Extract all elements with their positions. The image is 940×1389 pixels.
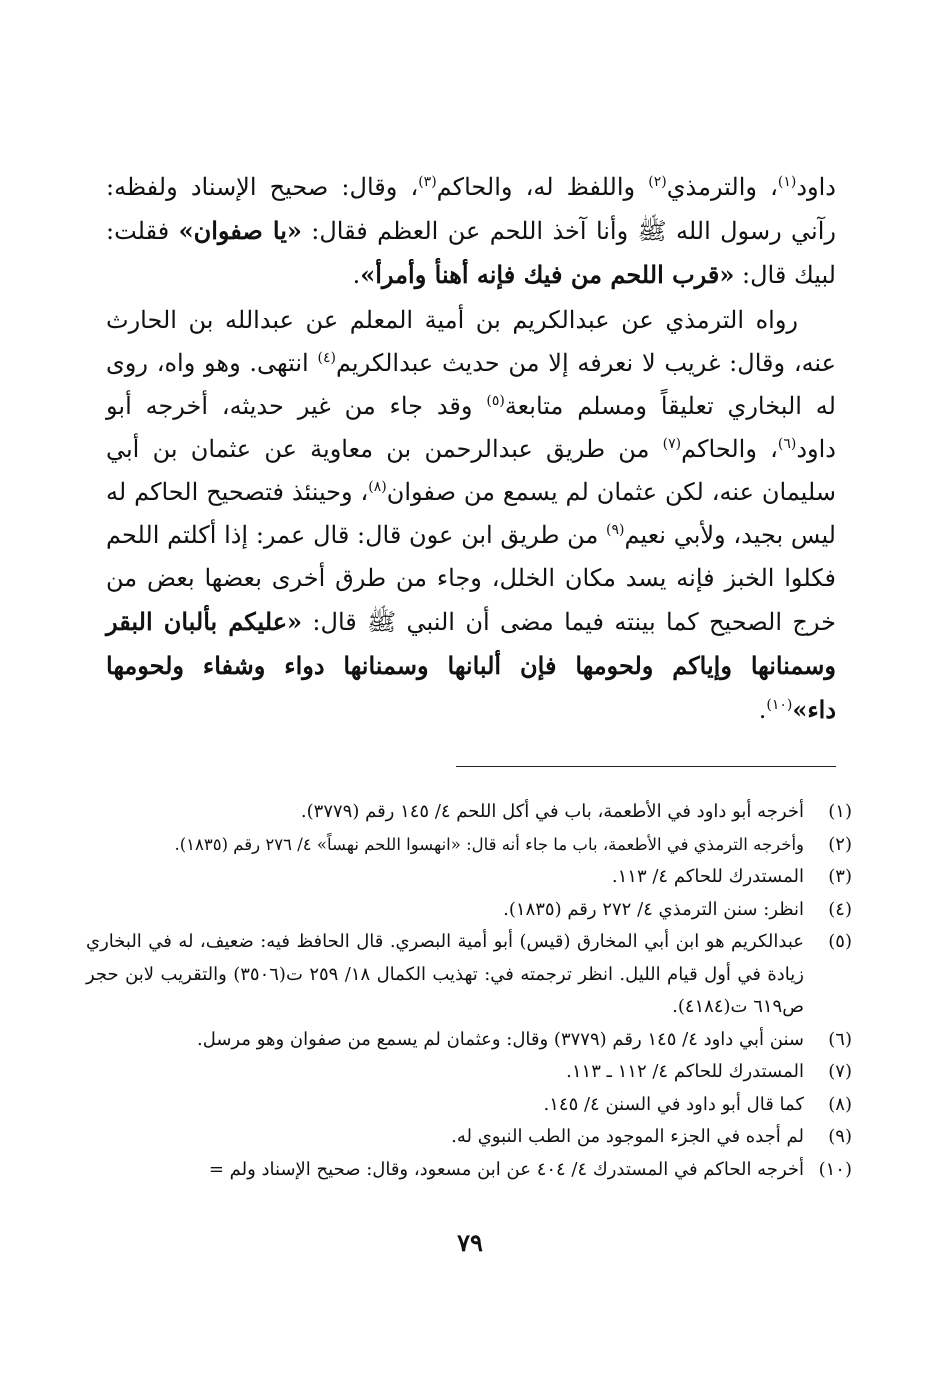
footnote-number: (٩) — [828, 1126, 852, 1147]
footnote-number: (٦) — [828, 1028, 852, 1050]
footnote-number: (١) — [828, 801, 852, 822]
text-run: . — [352, 261, 361, 289]
footnote — [86, 894, 852, 927]
hadith-quote: «قرب اللحم من فيك فإنه أهنأ وأمرأ» — [360, 260, 735, 289]
footnote — [86, 1024, 852, 1057]
footnote-text: المستدرك للحاكم ٤/ ١١٢ ـ ١١٣. — [566, 1061, 804, 1082]
paragraph-1 — [106, 166, 836, 297]
footnote-ref: (٤) — [317, 350, 336, 366]
footnote-text: أخرجه أبو داود في الأطعمة، باب في أكل اللحم ٤/ ١٤٥ رقم (٣٧٧٩). — [300, 801, 804, 822]
footnote — [86, 796, 852, 829]
footnote-separator — [456, 766, 836, 767]
footnote-text: المستدرك للحاكم ٤/ ١١٣. — [611, 866, 804, 887]
footnote-ref: (١٠) — [766, 697, 793, 713]
hadith-quote: «عليكم بألبان البقر وسمنانها وإياكم ولحومها فإن ألبانها وسمنانها دواء وشفاء ولحومها داء» — [106, 607, 836, 724]
footnote — [86, 1089, 852, 1122]
footnote-number: (٥) — [828, 931, 852, 952]
footnote-ref: (٧) — [662, 436, 682, 452]
text-run: ، والحاكم — [681, 435, 778, 463]
footnote-text: سنن أبي داود ٤/ ١٤٥ رقم (٣٧٧٩) وقال: وعثمان لم يسمع من صفوان وهو مرسل. — [197, 1028, 804, 1050]
footnote-text: عبدالكريم هو ابن أبي المخارق (قيس) أبو أمية البصري. قال الحافظ فيه: ضعيف، له في البخاري زيادة في أول قيام الليل. انظر ترجمته في: تهذيب الكمال ١٨/ ٢٥٩ ت(٣٥٠٦) والتقريب لابن حجر ص٦١٩ ت(٤١٨٤). — [86, 931, 804, 1017]
footnote-number: (١٠) — [818, 1158, 852, 1180]
footnote-ref: (١) — [777, 174, 797, 190]
footnote — [86, 1056, 852, 1089]
text-run: ، وقال: صحيح الإسناد ولفظه: رآني رسول الله ﷺ وأنا آخذ اللحم عن العظم فقال: — [106, 173, 836, 245]
footnote — [86, 1154, 852, 1187]
footnote-number: (٧) — [828, 1061, 852, 1082]
footnote-text: وأخرجه الترمذي في الأطعمة، باب ما جاء أنه قال: «انهسوا اللحم نهساً» ٤/ ٢٧٦ رقم (١٨٣٥). — [174, 834, 804, 854]
page-number: ٧٩ — [457, 1228, 483, 1257]
text-run: وقد جاء من غير حديثه، أخرجه أبو داود — [106, 392, 836, 463]
text-run: داود — [796, 173, 836, 201]
footnote-number: (٢) — [828, 833, 852, 855]
hadith-quote: «يا صفوان» — [178, 216, 302, 245]
text-run: من طريق عبدالرحمن بن معاوية عن عثمان بن أبي سليمان عنه، لكن عثمان لم يسمع من صفوان — [106, 435, 836, 506]
footnote-number: (٤) — [828, 898, 852, 920]
footnotes — [86, 796, 852, 1186]
footnote — [86, 861, 852, 894]
text-run: . — [758, 696, 767, 724]
paragraph-2 — [106, 299, 836, 732]
footnote — [86, 829, 852, 862]
footnote — [86, 1121, 852, 1154]
main-text — [106, 166, 836, 732]
footnote-ref: (٣) — [418, 174, 437, 190]
footnote — [86, 926, 852, 1024]
text-run: ، والترمذي — [666, 173, 778, 201]
footnote-text: انظر: سنن الترمذي ٤/ ٢٧٢ رقم (١٨٣٥). — [503, 898, 804, 920]
footnote-text: لم أجده في الجزء الموجود من الطب النبوي له. — [451, 1126, 804, 1147]
footnote-number: (٨) — [828, 1093, 852, 1115]
text-run: واللفظ له، والحاكم — [436, 173, 649, 201]
text-run: من طريق ابن عون قال: قال عمر: إذا أكلتم اللحم فكلوا الخبز فإنه يسد مكان الخلل، وجاء من طرق أخرى بعضها بعض من خرج الصحيح كما بينته فيما مضى أن النبي ﷺ قال: — [106, 521, 836, 636]
footnote-ref: (٨) — [368, 479, 387, 495]
text-run: ، وحينئذ فتصحيح الحاكم له ليس بجيد، ولأبي نعيم — [106, 478, 836, 549]
footnote-ref: (٢) — [648, 174, 667, 190]
text-run: فقلت: لبيك قال: — [106, 217, 836, 289]
text-run: رواه الترمذي عن عبدالكريم بن أمية المعلم عن عبدالله بن الحارث عنه، وقال: غريب لا نعرفه إلا من حديث عبدالكريم — [106, 306, 836, 377]
text-run: انتهى. وهو واه، روى له البخاري تعليقاً ومسلم متابعة — [106, 349, 836, 420]
footnote-text: كما قال أبو داود في السنن ٤/ ١٤٥. — [543, 1093, 804, 1115]
footnote-number: (٣) — [828, 866, 852, 887]
footnote-text: أخرجه الحاكم في المستدرك ٤/ ٤٠٤ عن ابن مسعود، وقال: صحيح الإسناد ولم = — [208, 1158, 804, 1180]
footnote-ref: (٦) — [777, 436, 797, 452]
footnote-ref: (٥) — [486, 393, 505, 409]
footnote-ref: (٩) — [606, 522, 625, 538]
